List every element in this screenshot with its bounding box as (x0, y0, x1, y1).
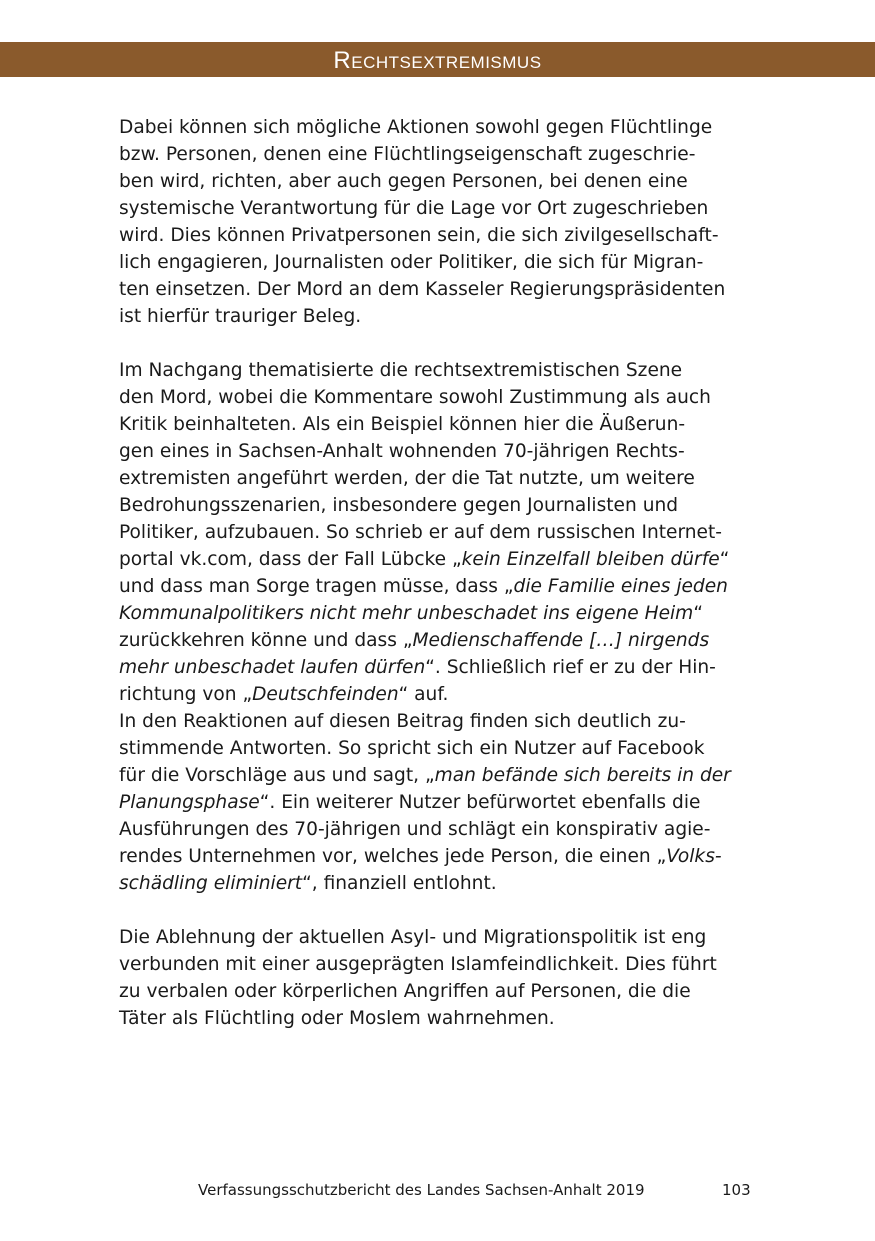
text-run: “ (693, 603, 703, 624)
paragraph-gap (119, 897, 764, 924)
text-line (119, 1005, 764, 1032)
text-run: ist hierfür trauriger Beleg. (119, 306, 362, 327)
paragraph (119, 357, 764, 897)
italic-quote: schädling eliminiert (119, 873, 303, 894)
text-line (119, 546, 764, 573)
text-run: Die Ablehnung der aktuellen Asyl- und Migrationspolitik ist eng (119, 927, 707, 948)
paragraph (119, 924, 764, 1032)
text-line (119, 870, 764, 897)
text-run: “. Ein weiterer Nutzer befürwortet ebenfalls die (259, 792, 701, 813)
text-run: extremisten angeführt werden, der die Tat nutzte, um weitere (119, 468, 695, 489)
italic-quote: die Familie eines jeden (513, 576, 728, 597)
text-line (119, 168, 764, 195)
text-line (119, 141, 764, 168)
text-line (119, 249, 764, 276)
text-line (119, 816, 764, 843)
italic-quote: Kommunalpolitikers nicht mehr unbeschadet ins eigene Heim (119, 603, 694, 624)
italic-quote: mehr unbeschadet laufen dürfen (119, 657, 426, 678)
text-run: rendes Unternehmen vor, welches jede Person, die einen „ (119, 846, 667, 867)
text-run: “ (719, 549, 730, 570)
text-line (119, 465, 764, 492)
text-line (119, 735, 764, 762)
text-line (119, 519, 764, 546)
text-line (119, 708, 764, 735)
text-run: “ auf. (398, 684, 449, 705)
text-line (119, 195, 764, 222)
page-number: 103 (722, 1181, 751, 1199)
text-run: lich engagieren, Journalisten oder Politiker, die sich für Migran- (119, 252, 704, 273)
text-line (119, 627, 764, 654)
text-line (119, 114, 764, 141)
text-run: gen eines in Sachsen-Anhalt wohnenden 70-jährigen Rechts- (119, 441, 685, 462)
italic-quote: Medienschaffende […] nirgends (412, 630, 710, 651)
text-line (119, 843, 764, 870)
text-line (119, 411, 764, 438)
text-run: und dass man Sorge tragen müsse, dass „ (119, 576, 514, 597)
text-line (119, 654, 764, 681)
footer-publication-title: Verfassungsschutzbericht des Landes Sachsen-Anhalt 2019 (198, 1181, 645, 1199)
text-line (119, 600, 764, 627)
text-run: richtung von „ (119, 684, 253, 705)
text-run: Dabei können sich mögliche Aktionen sowohl gegen Flüchtlinge (119, 117, 713, 138)
text-line (119, 222, 764, 249)
italic-quote: man befände sich bereits in der (434, 765, 731, 786)
text-run: systemische Verantwortung für die Lage vor Ort zugeschrieben (119, 198, 709, 219)
text-run: den Mord, wobei die Kommentare sowohl Zustimmung als auch (119, 387, 711, 408)
text-run: Politiker, aufzubauen. So schrieb er auf dem russischen Internet- (119, 522, 722, 543)
text-run: Täter als Flüchtling oder Moslem wahrnehmen. (119, 1008, 555, 1029)
text-line (119, 303, 764, 330)
paragraph-gap (119, 330, 764, 357)
text-run: Kritik beinhalteten. Als ein Beispiel können hier die Äußerun- (119, 414, 686, 435)
text-line (119, 681, 764, 708)
text-line (119, 573, 764, 600)
text-line (119, 276, 764, 303)
text-run: In den Reaktionen auf diesen Beitrag finden sich deutlich zu- (119, 711, 686, 732)
text-line (119, 384, 764, 411)
text-run: ben wird, richten, aber auch gegen Personen, bei denen eine (119, 171, 688, 192)
text-line (119, 357, 764, 384)
text-run: “. Schließlich rief er zu der Hin- (425, 657, 716, 678)
paragraph (119, 114, 764, 330)
body-text (119, 114, 764, 1032)
text-run: “, finanziell entlohnt. (302, 873, 497, 894)
italic-quote: Volks- (666, 846, 722, 867)
text-line (119, 924, 764, 951)
text-run: zu verbalen oder körperlichen Angriffen auf Personen, die die (119, 981, 691, 1002)
text-run: für die Vorschläge aus und sagt, „ (119, 765, 435, 786)
italic-quote: Deutschfeinden (252, 684, 399, 705)
text-line (119, 762, 764, 789)
italic-quote: kein Einzelfall bleiben dürfe (461, 549, 720, 570)
text-run: ten einsetzen. Der Mord an dem Kasseler Regierungspräsidenten (119, 279, 726, 300)
text-run: bzw. Personen, denen eine Flüchtlingseigenschaft zugeschrie- (119, 144, 696, 165)
text-run: Ausführungen des 70-jährigen und schlägt ein konspirativ agie- (119, 819, 711, 840)
italic-quote: Planungsphase (119, 792, 260, 813)
text-line (119, 978, 764, 1005)
text-run: verbunden mit einer ausgeprägten Islamfeindlichkeit. Dies führt (119, 954, 717, 975)
text-line (119, 438, 764, 465)
text-run: wird. Dies können Privatpersonen sein, die sich zivilgesellschaft- (119, 225, 719, 246)
text-line (119, 492, 764, 519)
text-run: Im Nachgang thematisierte die rechtsextremistischen Szene (119, 360, 683, 381)
text-run: Bedrohungsszenarien, insbesondere gegen Journalisten und (119, 495, 679, 516)
text-run: stimmende Antworten. So spricht sich ein Nutzer auf Facebook (119, 738, 705, 759)
section-title: Rechtsextremismus (333, 47, 542, 74)
text-run: zurückkehren könne und dass „ (119, 630, 413, 651)
text-line (119, 951, 764, 978)
text-line (119, 789, 764, 816)
text-run: portal vk.com, dass der Fall Lübcke „ (119, 549, 462, 570)
